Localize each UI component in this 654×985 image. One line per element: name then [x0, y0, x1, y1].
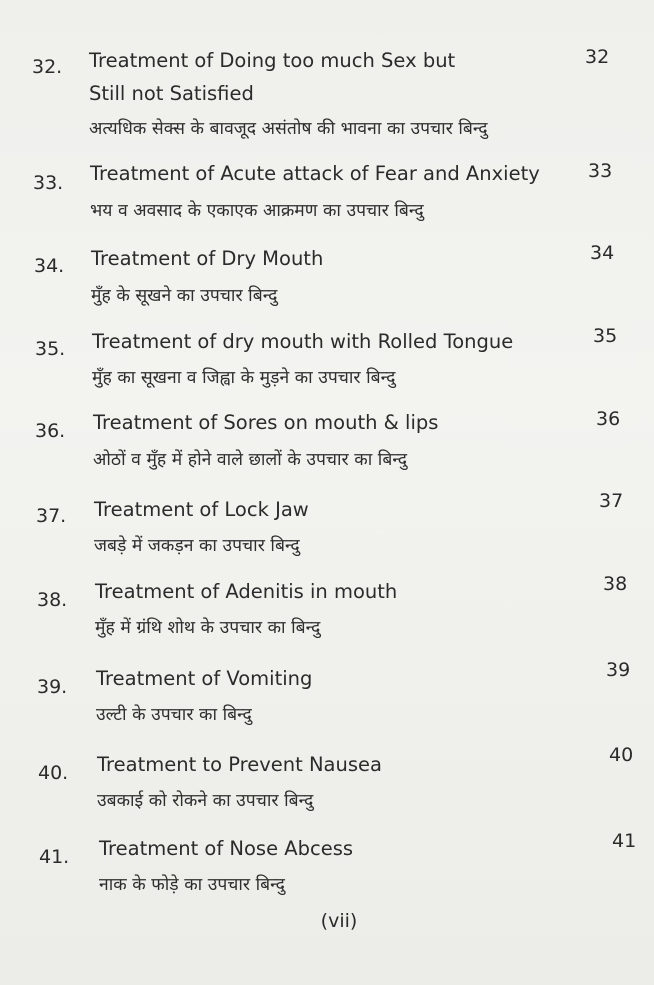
entry-hindi: मुँह के सूखने का उपचार बिन्दु	[91, 286, 278, 306]
entry-hindi: जबड़े में जकड़न का उपचार बिन्दु	[94, 536, 300, 556]
entry-hindi: उबकाई को रोकने का उपचार बिन्दु	[97, 791, 314, 811]
entry-page-number: 40	[609, 744, 634, 766]
entry-title-line: Treatment of Acute attack of Fear and Anxiety	[90, 162, 540, 185]
entry-page-number: 39	[606, 659, 631, 681]
entry-page-number: 33	[588, 160, 613, 182]
entry-title	[94, 493, 309, 526]
entry-title	[95, 575, 397, 608]
entry-hindi: उल्टी के उपचार का बिन्दु	[96, 705, 252, 725]
entry-page-number: 37	[599, 490, 624, 512]
footer-text: (vii)	[320, 910, 358, 932]
entry-title-line: Treatment of Lock Jaw	[94, 498, 309, 521]
entry-number: 34.	[34, 255, 65, 277]
entry-title-line: Treatment of Dry Mouth	[91, 247, 324, 270]
entry-number: 38.	[37, 589, 68, 611]
entry-page-number: 32	[585, 46, 610, 68]
entry-number: 35.	[35, 338, 66, 360]
entry-title-line: Treatment of Doing too much Sex but	[89, 49, 456, 72]
entry-title-line: Treatment of Vomiting	[96, 667, 313, 690]
entry-title	[93, 406, 438, 439]
entry-title-line: Treatment to Prevent Nausea	[97, 753, 382, 776]
entry-title	[96, 662, 312, 695]
entry-title-line: Treatment of Sores on mouth & lips	[93, 411, 439, 434]
entry-hindi: अत्यधिक सेक्स के बावजूद असंतोष की भावना का उपचार बिन्दु	[89, 119, 488, 139]
entry-page-number: 35	[593, 325, 618, 347]
entry-number: 40.	[38, 762, 69, 784]
entry-hindi: मुँह का सूखना व जिह्वा के मुड़ने का उपचार बिन्दु	[92, 368, 396, 388]
entry-number: 33.	[33, 172, 64, 194]
entry-page-number: 34	[590, 242, 615, 264]
entry-title	[89, 44, 455, 110]
entry-title	[91, 242, 323, 275]
entry-title	[90, 157, 540, 190]
entry-number: 39.	[37, 676, 68, 698]
entry-title-line: Treatment of dry mouth with Rolled Tongue	[92, 330, 514, 353]
entry-title-line: Treatment of Nose Abcess	[99, 837, 354, 860]
entry-page-number: 41	[612, 830, 637, 852]
entry-number: 36.	[35, 420, 66, 442]
entry-hindi: ओठों व मुँह में होने वाले छालों के उपचार का बिन्दु	[93, 450, 408, 470]
entry-title	[92, 325, 513, 358]
entry-number: 32.	[32, 56, 63, 78]
entry-title	[99, 832, 353, 865]
entry-number: 37.	[36, 505, 67, 527]
entry-number: 41.	[39, 846, 70, 868]
page-footer-number	[0, 910, 654, 932]
entry-hindi: नाक के फोड़े का उपचार बिन्दु	[99, 875, 285, 895]
entry-title	[97, 748, 382, 781]
entry-title-line: Treatment of Adenitis in mouth	[95, 580, 398, 603]
entry-page-number: 38	[603, 573, 628, 595]
entry-page-number: 36	[596, 408, 621, 430]
entry-hindi: मुँह में ग्रंथि शोथ के उपचार का बिन्दु	[95, 618, 321, 638]
entry-title-line: Still not Satisfied	[89, 82, 254, 105]
entry-hindi: भय व अवसाद के एकाएक आक्रमण का उपचार बिन्दु	[90, 201, 424, 221]
